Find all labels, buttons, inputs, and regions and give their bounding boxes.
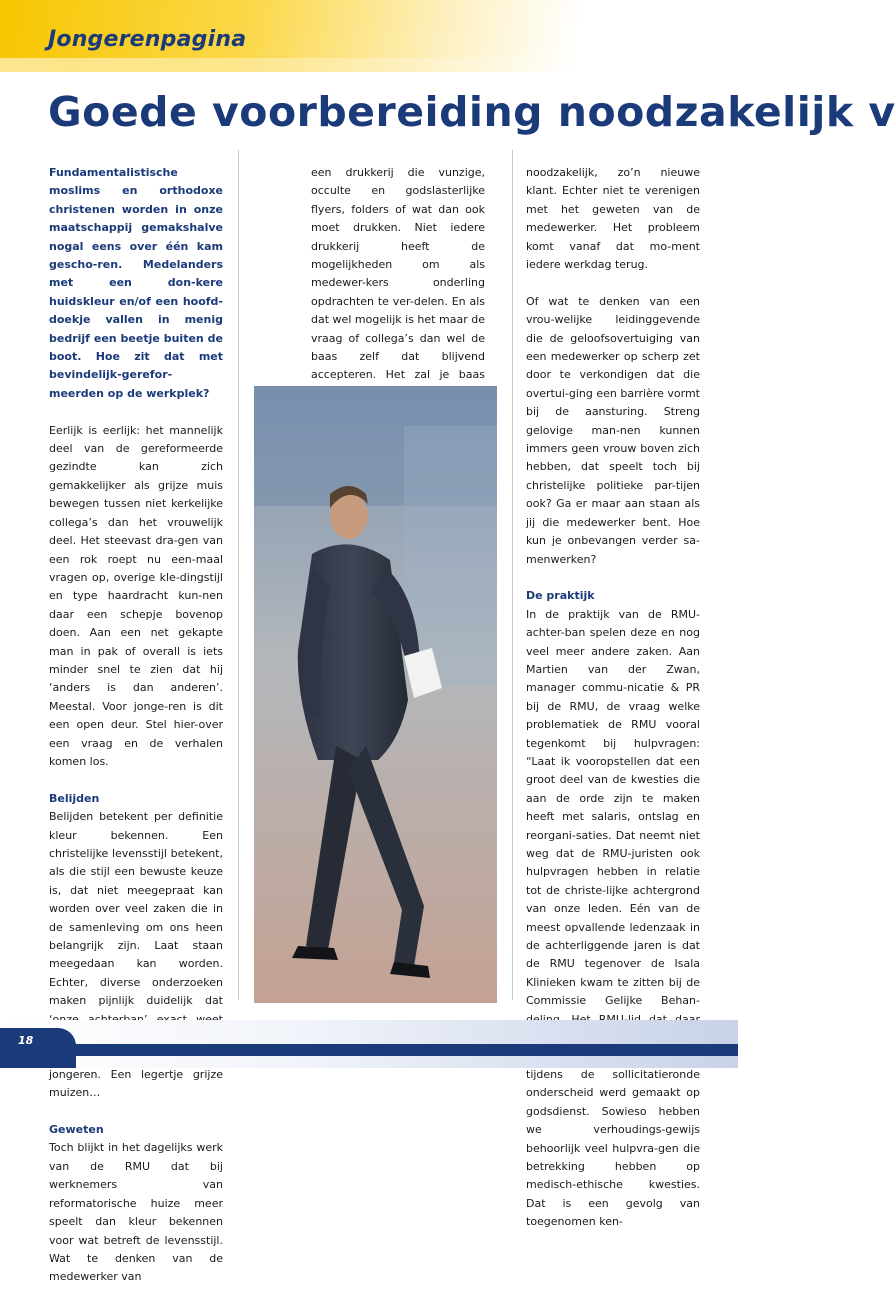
subheading-geweten: Geweten <box>49 1123 104 1137</box>
subheading-praktijk: De praktijk <box>526 589 595 603</box>
page-number: 18 <box>18 1034 34 1047</box>
column-divider <box>238 150 239 1000</box>
body-paragraph: noodzakelijk, zo’n nieuwe klant. Echter niet te verenigen met het geweten van de medewerker. Het probleem komt vanaf dat mo-ment iedere werkdag terug. <box>526 166 700 272</box>
body-paragraph: Belijden betekent per definitie kleur bekennen. Een christelijke levensstijl betekent, als die stijl een bewuste keuze is, dat niet meegepraat kan worden over veel zaken die in de samenleving om ons heen belangrijk zijn. Laat staan meegedaan kan worden. Echter, diverse onderzoeken maken pijnlijk duidelijk dat jongeren. Een legertje grijze muizen… <box>49 810 223 1100</box>
footer-stripe <box>60 1044 738 1056</box>
section-title: Jongerenpagina <box>48 27 247 52</box>
body-paragraph: Eerlijk is eerlijk: het mannelijk deel van de gereformeerde gezindte kan zich gemakkelijker als grijze muis bewegen tussen niet kerkelijke collega’s dan het vrouwelijk deel. Het steevast dra-gen van een rok roept nu een-maal vragen op, overige kle-dingstijl en type haardracht kun-nen daar een schepje bovenop doen. Aan een net gekapte man in pak of overall is iets minder snel te zien dat hij ‘anders is dan anderen’. Meestal. Voor jonge-ren is dit een open deur. Stel hier-over een vraag en de verhalen komen los. <box>49 423 223 768</box>
intro-paragraph: Fundamentalistische moslims en orthodoxe christenen worden in onze maatschappij gemakshalve nogal eens over één kam gescho-ren. Medelanders met een don-kere huidskleur en/of een hoofd-doekje vallen in menig bedrijf een beetje buiten de boot. Hoe zit dat met bevindelijk-gerefor-meerden op de werkplek? <box>49 166 223 400</box>
subheading-belijden: Belijden <box>49 791 100 805</box>
article-column-3 <box>526 164 700 1250</box>
body-paragraph: Of wat te denken van een vrou-welijke leidinggevende die de geloofsovertuiging van een medewerker op scherp zet door te verkondigen dat die overtui-ging een barrière vormt bij de aansturing. Streng gelovige man-nen kunnen immers geen vrouw boven zich hebben, dat speelt toch bij christelijke politieke par-tijen ook? Ga er maar aan staan als jij die medewerker bent. Hoe kun je onbevangen verder sa-menwerken? <box>526 294 700 566</box>
column-divider <box>512 150 513 1000</box>
page-number-tab <box>0 1028 76 1068</box>
body-paragraph: Toch blijkt in het dagelijks werk van de RMU dat bij werknemers van reformatorische huize meer speelt dan kleur bekennen voor wat betreft de levensstijl. Wat te denken van de medewerker van <box>49 1141 223 1284</box>
article-headline: Goede voorbereiding noodzakelijk v <box>48 88 896 136</box>
body-paragraph: In de praktijk van de RMU-achter-ban spelen deze en nog veel meer andere zaken. Aan Martien van der Zwan, manager commu-nicatie & PR bij de RMU, de vraag welke problematiek de RMU vooral tegenkomt bij hulpvragen: “Laat ik vooropstellen dat een groot deel van de kwesties die aan de orde zijn te maken heeft met salaris, ontslag en reorgani-saties. Dat neemt niet weg dat de RMU-juristen ook hulpvragen hebben in relatie tot de christe-lijke achtergrond van onze leden. Eén van de meest opvallende ledenzaak in de achterliggende jaren is dat de RMU tegenover de Isala Klinieken kwam te zitten bij de Commissie Gelijke Behan- tijdens de sollicitatieronde onderscheid werd gemaakt op godsdienst. Sowieso hebben we verhoudings-gewijs behoorlijk veel hulpvra-gen die betrekking hebben op medisch-ethische kwesties. Dat is een gevolg van toegenomen ken- <box>526 607 700 1229</box>
body-paragraph: een drukkerij die vunzige, occulte en godslasterlijke flyers, folders of wat dan ook moet drukken. Niet iedere drukkerij heeft de mogelijkheden om als medewer-kers onderling opdrachten te ver-delen. En als dat wel mogelijk is het maar de vraag of collega’s dan wel de baas zelf dat blijvend accepteren. Het zal je baas <box>311 166 485 382</box>
photo-illustration <box>254 386 497 1003</box>
photo-businessman-walking <box>254 386 497 1003</box>
article-column-1 <box>49 164 223 1305</box>
